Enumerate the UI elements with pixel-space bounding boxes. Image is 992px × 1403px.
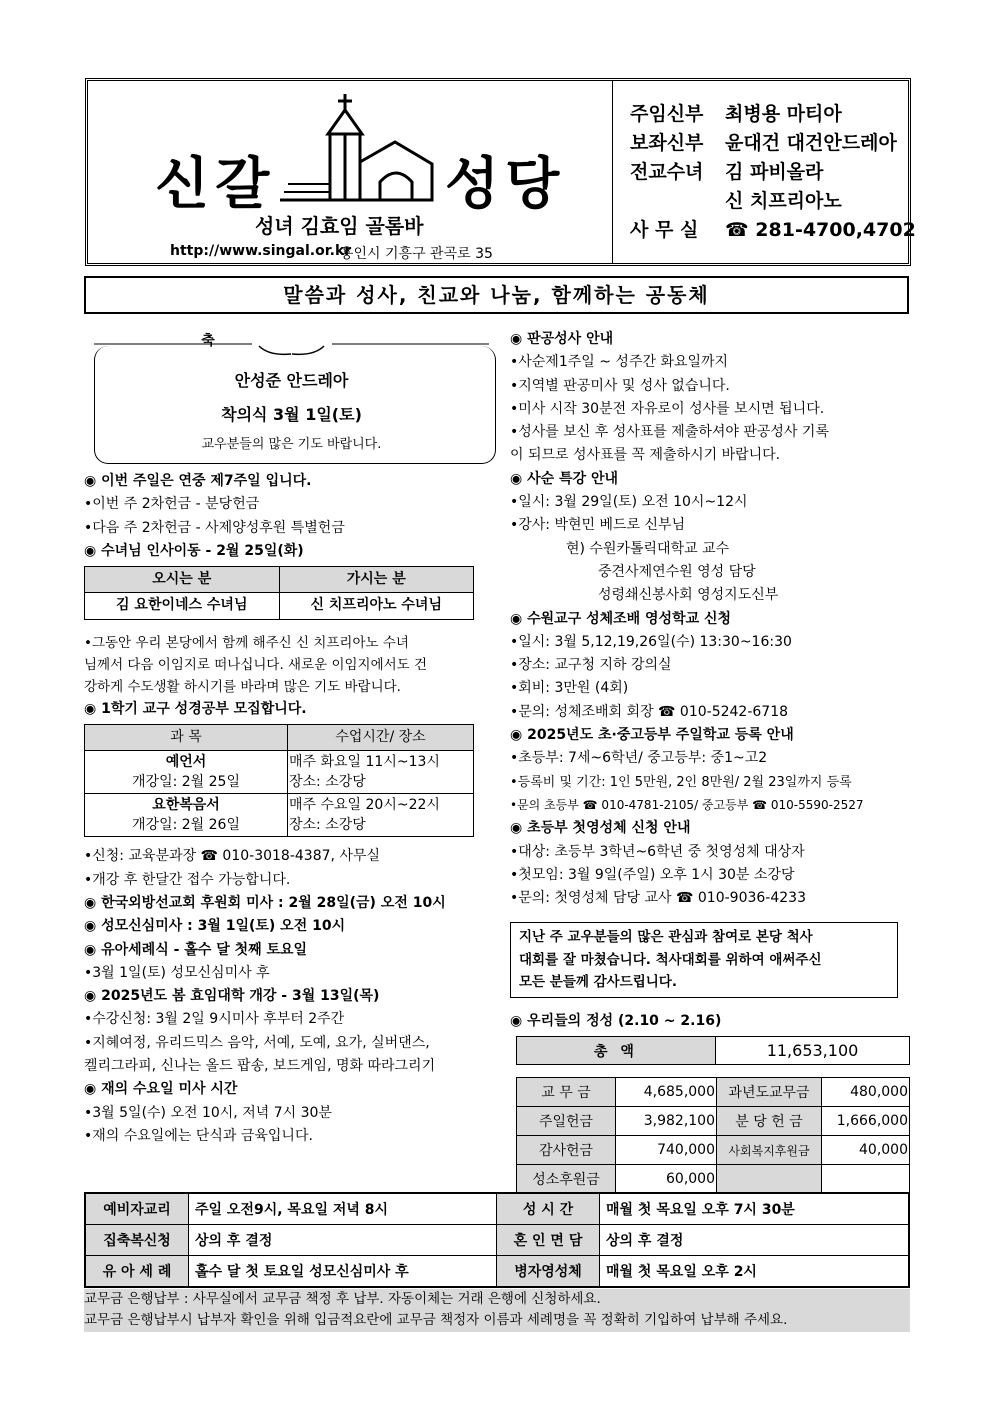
text-line: •다음 주 2차헌금 - 사제양성후원 특별헌금 (84, 519, 345, 536)
footer-line: 교무금 은행납부시 납부자 확인을 위해 입금적요란에 교무금 책정자 이름과 세례명을 꼭 정확히 기입하여 납부해 주세요. (84, 1312, 788, 1328)
parish-motto: 말씀과 성사, 친교와 나눔, 함께하는 공동체 (84, 276, 909, 314)
staff-row (630, 216, 916, 245)
celebration-event: 착의식 3월 1일(토) (221, 405, 362, 424)
text-line: •재의 수요일에는 단식과 금육입니다. (84, 1127, 313, 1144)
text-line: •강사: 박현민 베드로 신부님 (510, 517, 686, 534)
offering-label: 감사헌금 (517, 1136, 616, 1165)
section-heading: ◉ 사순 특강 안내 (510, 470, 618, 487)
offering-total-value: 11,653,100 (716, 1037, 910, 1065)
staff-row (630, 187, 916, 216)
footer-notice (84, 1289, 910, 1332)
text-line: 님께서 다음 이임지로 떠나십니다. 새로운 이임지에서도 건 (84, 656, 428, 673)
staff-role: 사 무 실 (630, 219, 699, 241)
staff-row (630, 129, 916, 158)
staff-name: ☎ 281-4700,4702 (725, 219, 916, 241)
church-logo-icon (280, 92, 440, 204)
section-heading: ◉ 1학기 교구 성경공부 모집합니다. (84, 700, 307, 717)
table-row: 예언서 개강일: 2월 25일 매주 화요일 11시~13시 장소: 소강당 (85, 751, 474, 794)
schedule-value: 상의 후 결정 (189, 1225, 497, 1256)
staff-name: 최병용 마티아 (725, 103, 842, 125)
text-line: •수강신청: 3월 2일 9시미사 후부터 2주간 (84, 1011, 345, 1028)
table-row (517, 1078, 910, 1107)
section-heading: ◉ 2025년도 봄 효임대학 개강 - 3월 13일(목) (84, 988, 380, 1005)
section-heading: ◉ 재의 수요일 미사 시간 (84, 1081, 238, 1098)
text-line: •문의 초등부 ☎ 010-4781-2105/ 중고등부 ☎ 010-5590-2527 (510, 797, 864, 812)
section-heading: ◉ 수원교구 성체조배 영성학교 신청 (510, 610, 732, 627)
section-heading: ◉ 수녀님 인사이동 - 2월 25일(화) (84, 542, 304, 559)
text-line: •3월 1일(토) 성모신심미사 후 (84, 964, 270, 981)
parish-title-right: 성당 (445, 152, 566, 217)
text-line: •초등부: 7세~6학년/ 중고등부: 중1~고2 (510, 750, 768, 767)
text-line: •등록비 및 기간: 1인 5만원, 2인 8만원/ 2월 23일까지 등록 (510, 774, 852, 790)
table-header: 오시는 분 (85, 567, 280, 593)
staff-role: 보좌신부 (630, 132, 704, 154)
staff-role: 전교수녀 (630, 161, 704, 183)
offering-label: 성소후원금 (517, 1165, 616, 1194)
schedule-value: 상의 후 결정 (600, 1225, 910, 1256)
text-line: •미사 시작 30분전 자유로이 성사를 보시면 됩니다. (510, 400, 825, 417)
offering-value: 4,685,000 (616, 1078, 717, 1107)
table-cell: 신 치프리아노 수녀님 (279, 593, 474, 619)
schedule-label: 예비자교리 (85, 1193, 189, 1225)
offering-value: 60,000 (616, 1165, 717, 1194)
text-line: •대상: 초등부 3학년~6학년 중 첫영성체 대상자 (510, 843, 805, 860)
text-line: •문의: 성체조배회 회장 ☎ 010-5242-6718 (510, 703, 789, 720)
offering-value: 3,982,100 (616, 1107, 717, 1136)
staff-row (630, 158, 916, 187)
table-cell: 김 요한이네스 수녀님 (85, 593, 280, 619)
text-line: 이 되므로 성사표를 꼭 제출하시기 바랍니다. (510, 447, 781, 464)
offering-value: 1,666,000 (822, 1107, 910, 1136)
schedule-value: 매월 첫 목요일 오후 7시 30분 (600, 1193, 910, 1225)
staff-row (630, 100, 916, 129)
text-line: •일시: 3월 5,12,19,26일(수) 13:30~16:30 (510, 633, 792, 650)
text-line: •첫모임: 3월 9일(주일) 오후 1시 30분 소강당 (510, 866, 795, 883)
table-row: 요한복음서 개강일: 2월 26일 매주 수요일 20시~22시 장소: 소강당 (85, 794, 474, 837)
text-line: •개강 후 한달간 접수 가능합니다. (84, 871, 291, 888)
offering-value: 480,000 (822, 1078, 910, 1107)
offering-value: 740,000 (616, 1136, 717, 1165)
text-line: 현) 수원카톨릭대학교 교수 (566, 540, 730, 557)
text-line: 중견사제연수원 영성 담당 (598, 563, 756, 580)
table-row (517, 1107, 910, 1136)
text-line: •이번 주 2차헌금 - 분당헌금 (84, 496, 260, 513)
text-line: 켈리그라피, 신나는 올드 팝송, 보드게임, 명화 따라그리기 (84, 1058, 436, 1075)
text-line: •문의: 첫영성체 담당 교사 ☎ 010-9036-4233 (510, 890, 806, 907)
section-heading: ◉ 한국외방선교회 후원회 미사 : 2월 28일(금) 오전 10시 (84, 894, 446, 911)
celebration-badge: 축 (201, 333, 215, 349)
schedule-label: 유 아 세 례 (85, 1256, 189, 1288)
celebration-note: 교우분들의 많은 기도 바랍니다. (201, 437, 382, 452)
section-heading: ◉ 이번 주일은 연중 제7주일 입니다. (84, 473, 312, 489)
schedule-label: 혼 인 면 담 (497, 1225, 600, 1256)
offering-label: 사회복지후원금 (717, 1136, 822, 1165)
table-header: 과 목 (85, 725, 288, 751)
schedule-value: 홀수 달 첫 토요일 성모신심미사 후 (189, 1256, 497, 1288)
schedule-label: 성 시 간 (497, 1193, 600, 1225)
offering-label: 분 당 헌 금 (717, 1107, 822, 1136)
table-row (85, 1256, 909, 1288)
parish-patron: 성녀 김효임 골롬바 (255, 214, 424, 238)
staff-name: 신 치프리아노 (725, 190, 842, 212)
text-line: •그동안 우리 본당에서 함께 해주신 신 치프리아노 수녀 (84, 634, 409, 651)
offering-label (717, 1165, 822, 1194)
offering-total-label: 총 액 (517, 1037, 716, 1065)
staff-name: 김 파비올라 (725, 161, 824, 183)
footer-line: 교무금 은행납부 : 사무실에서 교무금 책정 후 납부. 자동이체는 거래 은행에 신청하세요. (84, 1291, 601, 1307)
right-column (510, 328, 912, 910)
offering-table (516, 1077, 910, 1194)
schedule-value: 매월 첫 목요일 오후 2시 (600, 1256, 910, 1288)
text-line: •지혜여정, 유리드믹스 음악, 서예, 도예, 요가, 실버댄스, (84, 1034, 430, 1051)
section-heading: ◉ 초등부 첫영성체 신청 안내 (510, 820, 691, 837)
text-line: •신청: 교육분과장 ☎ 010-3018-4387, 사무실 (84, 848, 380, 865)
table-header: 수업시간/ 장소 (288, 725, 474, 751)
section-heading: ◉ 유아세례식 - 홀수 달 첫째 토요일 (84, 941, 308, 958)
masthead-divider (612, 81, 613, 263)
parish-url[interactable]: http://www.singal.or.kr (170, 243, 352, 259)
offering-label: 주일헌금 (517, 1107, 616, 1136)
text-line: •장소: 교구청 지하 강의실 (510, 657, 672, 674)
staff-role (630, 187, 725, 216)
celebration-name: 안성준 안드레아 (234, 371, 349, 390)
schedule-table (84, 1192, 910, 1288)
text-line: •3월 5일(수) 오전 10시, 저녁 7시 30분 (84, 1104, 332, 1121)
laurel-divider-icon (84, 326, 499, 356)
table-row (85, 1193, 909, 1225)
offering-title: ◉ 우리들의 정성 (2.10 ~ 2.16) (510, 1013, 722, 1029)
table-row (517, 1136, 910, 1165)
staff-name: 윤대건 대건안드레아 (725, 132, 897, 154)
text-line: 성령쇄신봉사회 영성지도신부 (598, 587, 779, 604)
table-header: 가시는 분 (279, 567, 474, 593)
section-heading: ◉ 성모신심미사 : 3월 1일(토) 오전 10시 (84, 918, 346, 935)
text-line: •지역별 판공미사 및 성사 없습니다. (510, 377, 730, 394)
offering-label: 과년도교무금 (717, 1078, 822, 1107)
staff-role: 주임신부 (630, 103, 704, 125)
text-line: •일시: 3월 29일(토) 오전 10시~12시 (510, 494, 748, 511)
bible-study-table (84, 724, 474, 837)
parish-title-left: 신갈 (155, 152, 276, 217)
section-heading: ◉ 판공성사 안내 (510, 331, 614, 347)
offering-total-table (516, 1036, 910, 1065)
table-row (85, 1225, 909, 1256)
staff-list (630, 100, 916, 245)
thanks-notice: 지난 주 교우분들의 많은 관심과 참여로 본당 척사 대회를 잘 마쳤습니다. 척사대회를 위하여 애써주신 모든 분들께 감사드립니다. (510, 922, 898, 998)
text-line: •사순제1주일 ~ 성주간 화요일까지 (510, 354, 729, 371)
schedule-label: 병자영성체 (497, 1256, 600, 1288)
offering-value: 40,000 (822, 1136, 910, 1165)
offering-value (822, 1165, 910, 1194)
parish-address: 용인시 기흥구 관곡로 35 (340, 246, 493, 262)
transfer-table (84, 566, 474, 620)
text-line: •성사를 보신 후 성사표를 제출하셔야 판공성사 기록 (510, 424, 829, 441)
table-row (517, 1165, 910, 1194)
text-line: •회비: 3만원 (4회) (510, 680, 629, 697)
text-line: 강하게 수도생활 하시기를 바라며 많은 기도 바랍니다. (84, 678, 401, 695)
left-column (84, 470, 504, 1148)
schedule-value: 주일 오전9시, 목요일 저녁 8시 (189, 1193, 497, 1225)
section-heading: ◉ 2025년도 초·중고등부 주일학교 등록 안내 (510, 727, 794, 744)
offering-label: 교 무 금 (517, 1078, 616, 1107)
schedule-label: 집축복신청 (85, 1225, 189, 1256)
